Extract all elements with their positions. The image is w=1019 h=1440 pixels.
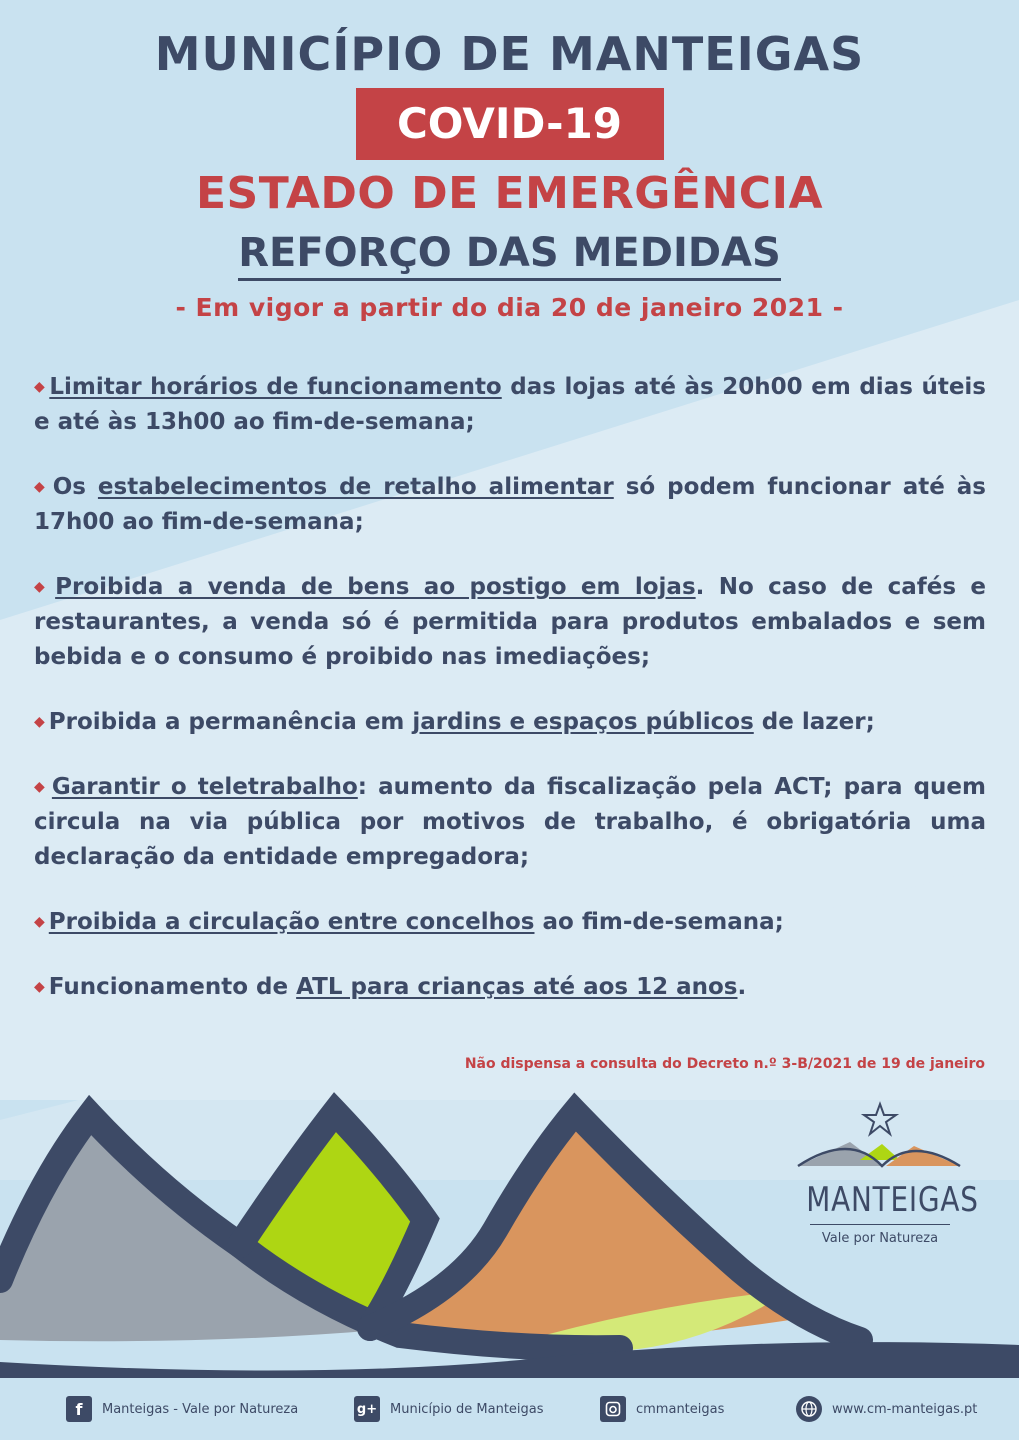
facebook-link[interactable]: f Manteigas - Vale por Natureza <box>66 1396 298 1422</box>
logo-tagline: Vale por Natureza <box>821 1231 939 1246</box>
diamond-bullet-icon: ◆ <box>34 979 45 995</box>
google-plus-icon: g+ <box>354 1396 380 1422</box>
measure-item: ◆ Funcionamento de ATL para crianças até aos 12 anos. <box>34 974 747 1000</box>
header <box>0 26 1019 322</box>
diamond-bullet-icon: ◆ <box>34 914 45 930</box>
diamond-bullet-icon: ◆ <box>34 479 49 495</box>
website-link[interactable]: www.cm-manteigas.pt <box>796 1396 977 1422</box>
subtitle-heading: REFORÇO DAS MEDIDAS <box>238 228 781 281</box>
measure-item: ◆ Proibida a venda de bens ao postigo em lojas. No caso de cafés e restaurantes, a venda só é permitida para produtos embalados e sem bebida e o consumo é proibido nas imediações; <box>34 574 986 670</box>
globe-icon <box>796 1396 822 1422</box>
measures-list <box>34 370 986 1035</box>
manteigas-logo <box>790 1100 979 1246</box>
page-title: MUNICÍPIO DE MANTEIGAS <box>154 27 865 81</box>
facebook-icon: f <box>66 1396 92 1422</box>
diamond-bullet-icon: ◆ <box>34 379 46 395</box>
measure-item: ◆ Proibida a circulação entre concelhos ao fim-de-semana; <box>34 909 784 935</box>
emergency-heading: ESTADO DE EMERGÊNCIA <box>195 168 824 219</box>
diamond-bullet-icon: ◆ <box>34 579 52 595</box>
covid-badge: COVID-19 <box>356 88 664 160</box>
measure-item: ◆ Garantir o teletrabalho: aumento da fiscalização pela ACT; para quem circula na via pública por motivos de trabalho, é obrigatória uma declaração da entidade empregadora; <box>34 774 986 870</box>
measure-item: ◆ Os estabelecimentos de retalho alimentar só podem funcionar até às 17h00 ao fim-de-semana; <box>34 474 986 535</box>
disclaimer-note: Não dispensa a consulta do Decreto n.º 3-B/2021 de 19 de janeiro <box>464 1056 985 1072</box>
diamond-bullet-icon: ◆ <box>34 779 48 795</box>
effective-date: - Em vigor a partir do dia 20 de janeiro 2021 - <box>175 293 844 322</box>
instagram-link[interactable]: cmmanteigas <box>600 1396 724 1422</box>
logo-mountains-icon <box>790 1100 970 1176</box>
google-plus-link[interactable]: g+ Município de Manteigas <box>354 1396 544 1422</box>
measure-item: ◆ Proibida a permanência em jardins e espaços públicos de lazer; <box>34 709 875 735</box>
instagram-icon <box>600 1396 626 1422</box>
footer-bar <box>0 1378 1019 1440</box>
diamond-bullet-icon: ◆ <box>34 714 45 730</box>
logo-divider <box>810 1224 950 1225</box>
logo-name: MANTEIGAS <box>806 1180 979 1220</box>
measure-item: ◆ Limitar horários de funcionamento das lojas até às 20h00 em dias úteis e até às 13h00 ao fim-de-semana; <box>34 374 986 435</box>
